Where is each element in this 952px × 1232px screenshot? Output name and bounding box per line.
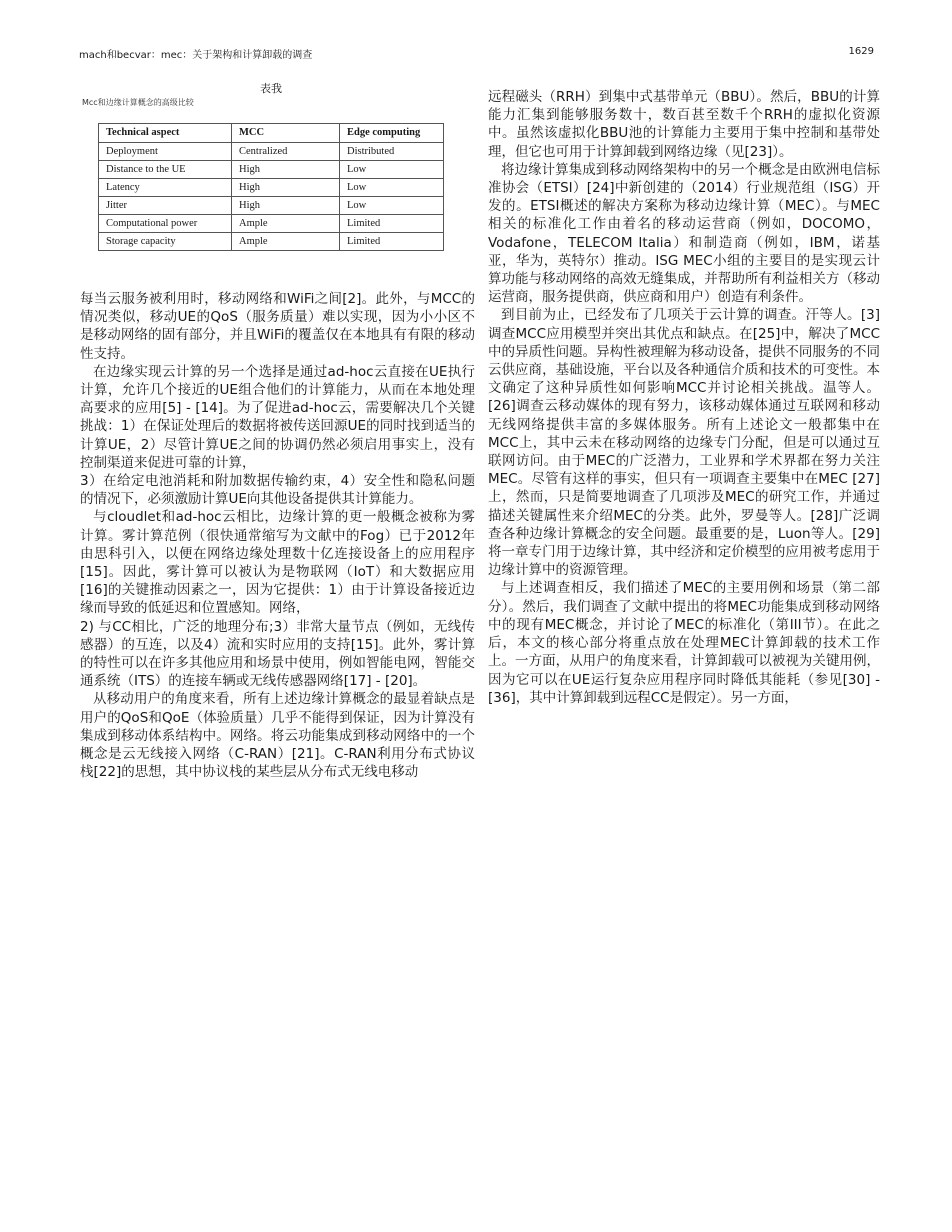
table-cell: Deployment [99, 143, 232, 161]
paragraph: 与上述调查相反，我们描述了MEC的主要用例和场景（第二部分）。然后，我们调查了文献中提出的将MEC功能集成到移动网络中的现有MEC概念，并讨论了MEC的标准化（第III节）。在此之后，本文的核心部分将重点放在处理MEC计算卸载的技术工作上。一方面，从用户的角度来看，计算卸载可以被视为关键用例，因为它可以在UE运行复杂应用程序同时降低其能耗（参见[30] - [36]，其中计算卸载到远程CC是假定）。另一方面， [488, 580, 880, 706]
table-cell: Storage capacity [99, 233, 232, 251]
right-text-column [488, 88, 880, 707]
table-cell: Low [340, 179, 444, 197]
paragraph: 2) 与CC相比，广泛的地理分布;3）非常大量节点（例如，无线传感器）的互连，以及4）流和实时应用的支持[15]。此外，雾计算的特性可以在许多其他应用和场景中使用，例如智能电网，智能交通系统（ITS）的连接车辆或无线传感器网络[17] - [20]。 [80, 618, 475, 690]
table-caption: 表我 [260, 82, 282, 95]
table-cell: Limited [340, 233, 444, 251]
table-cell: Ample [232, 215, 340, 233]
table-cell: Ample [232, 233, 340, 251]
page-number: 1629 [848, 46, 874, 57]
table-cell: Low [340, 161, 444, 179]
table-cell: Centralized [232, 143, 340, 161]
table-row [99, 143, 444, 161]
paragraph: 从移动用户的角度来看，所有上述边缘计算概念的最显着缺点是用户的QoS和QoE（体验质量）几乎不能得到保证，因为计算没有集成到移动体系结构中。网络。将云功能集成到移动网络中的一个概念是云无线接入网络（C-RAN）[21]。C-RAN利用分布式协议栈[22]的思想，其中协议栈的某些层从分布式无线电移动 [80, 691, 475, 781]
table-header-cell: MCC [232, 124, 340, 143]
table-cell: Jitter [99, 197, 232, 215]
paragraph: 在边缘实现云计算的另一个选择是通过ad-hoc云直接在UE执行计算，允许几个接近的UE组合他们的计算能力，从而在本地处理高要求的应用[5] - [14]。为了促进ad-hoc云，需要解决几个关键挑战：1）在保证处理后的数据将被传送回源UE的同时找到适当的计算UE，2）尽管计算UE之间的协调仍然必须启用事实上，没有控制渠道来促进可靠的计算， [80, 363, 475, 471]
table-cell: Latency [99, 179, 232, 197]
table-cell: High [232, 179, 340, 197]
paragraph: 将边缘计算集成到移动网络架构中的另一个概念是由欧洲电信标准协会（ETSI）[24]中新创建的（2014）行业规范组（ISG）开发的。ETSI概述的解决方案称为移动边缘计算（MEC）。与MEC相关的标准化工作由着名的移动运营商（例如，DOCOMO，Vodafone，TELECOM Italia）和制造商（例如，IBM，诺基亚，华为，英特尔）推动。ISG MEC小组的主要目的是实现云计算功能与移动网络的高效无缝集成，并帮助所有利益相关方（移动运营商，服务提供商，供应商和用户）创造有利条件。 [488, 161, 880, 306]
table-cell: Low [340, 197, 444, 215]
comparison-table [98, 123, 444, 251]
table-cell: Limited [340, 215, 444, 233]
table-header-cell: Edge computing [340, 124, 444, 143]
table-cell: High [232, 197, 340, 215]
running-header: mach和becvar：mec：关于架构和计算卸载的调查 [79, 50, 313, 61]
table-row [99, 179, 444, 197]
table-row [99, 161, 444, 179]
paragraph: 3）在给定电池消耗和附加数据传输约束，4）安全性和隐私问题的情况下，必须激励计算UE向其他设备提供其计算能力。 [80, 473, 475, 508]
table-row [99, 197, 444, 215]
table-subcaption: Mcc和边缘计算概念的高级比较 [82, 98, 194, 107]
table-row [99, 215, 444, 233]
table-header-cell: Technical aspect [99, 124, 232, 143]
table-cell: Distributed [340, 143, 444, 161]
paragraph: 每当云服务被利用时，移动网络和WiFi之间[2]。此外，与MCC的情况类似，移动UE的QoS（服务质量）难以实现，因为小小区不是移动网络的固有部分，并且WiFi的覆盖仅在本地具有有限的移动性支持。 [80, 291, 475, 362]
paragraph: 与cloudlet和ad-hoc云相比，边缘计算的更一般概念被称为雾计算。雾计算范例（很快通常缩写为文献中的Fog）已于2012年由思科引入，以便在网络边缘处理数十亿连接设备上的应用程序[15]。因此，雾计算可以被认为是物联网（IoT）和大数据应用[16]的关键推动因素之一，因为它提供：1）由于计算设备接近边缘而导致的低延迟和位置感知。网络， [80, 509, 475, 617]
table-cell: High [232, 161, 340, 179]
table-header-row [99, 124, 444, 143]
table-cell: Computational power [99, 215, 232, 233]
paragraph: 远程磁头（RRH）到集中式基带单元（BBU）。然后，BBU的计算能力汇集到能够服务数十，数百甚至数千个RRH的虚拟化资源中。虽然该虚拟化BBU池的计算能力主要用于集中控制和基带处理，但它也可用于计算卸载到网络边缘（见[23]）。 [488, 89, 880, 160]
table-row [99, 233, 444, 251]
paragraph: 到目前为止，已经发布了几项关于云计算的调查。汗等人。[3]调查MCC应用模型并突出其优点和缺点。在[25]中，解决了MCC中的异质性问题。异构性被理解为移动设备，提供不同服务的不同云供应商，基础设施，平台以及各种通信介质和技术的可变性。本文确定了这种异质性如何影响MCC并讨论相关挑战。温等人。[26]调查云移动媒体的现有努力，该移动媒体通过互联网和移动无线网络提供丰富的多媒体服务。所有上述论文一般都集中在MCC上，其中云未在移动网络的边缘专门分配，但是可以通过互联网访问。由于MEC的广泛潜力，工业界和学术界都在努力关注MEC。尽管有这样的事实，但只有一项调查主要集中在MEC [27]上，然而，只是简要地调查了几项涉及MEC的研究工作，并通过描述关键属性来介绍MEC的分类。此外，罗曼等人。[28]广泛调查各种边缘计算概念的安全问题。最重要的是，Luon等人。[29]将一章专门用于边缘计算，其中经济和定价模型的应用被考虑用于边缘计算中的资源管理。 [488, 307, 880, 579]
table-cell: Distance to the UE [99, 161, 232, 179]
left-text-column [80, 290, 475, 781]
